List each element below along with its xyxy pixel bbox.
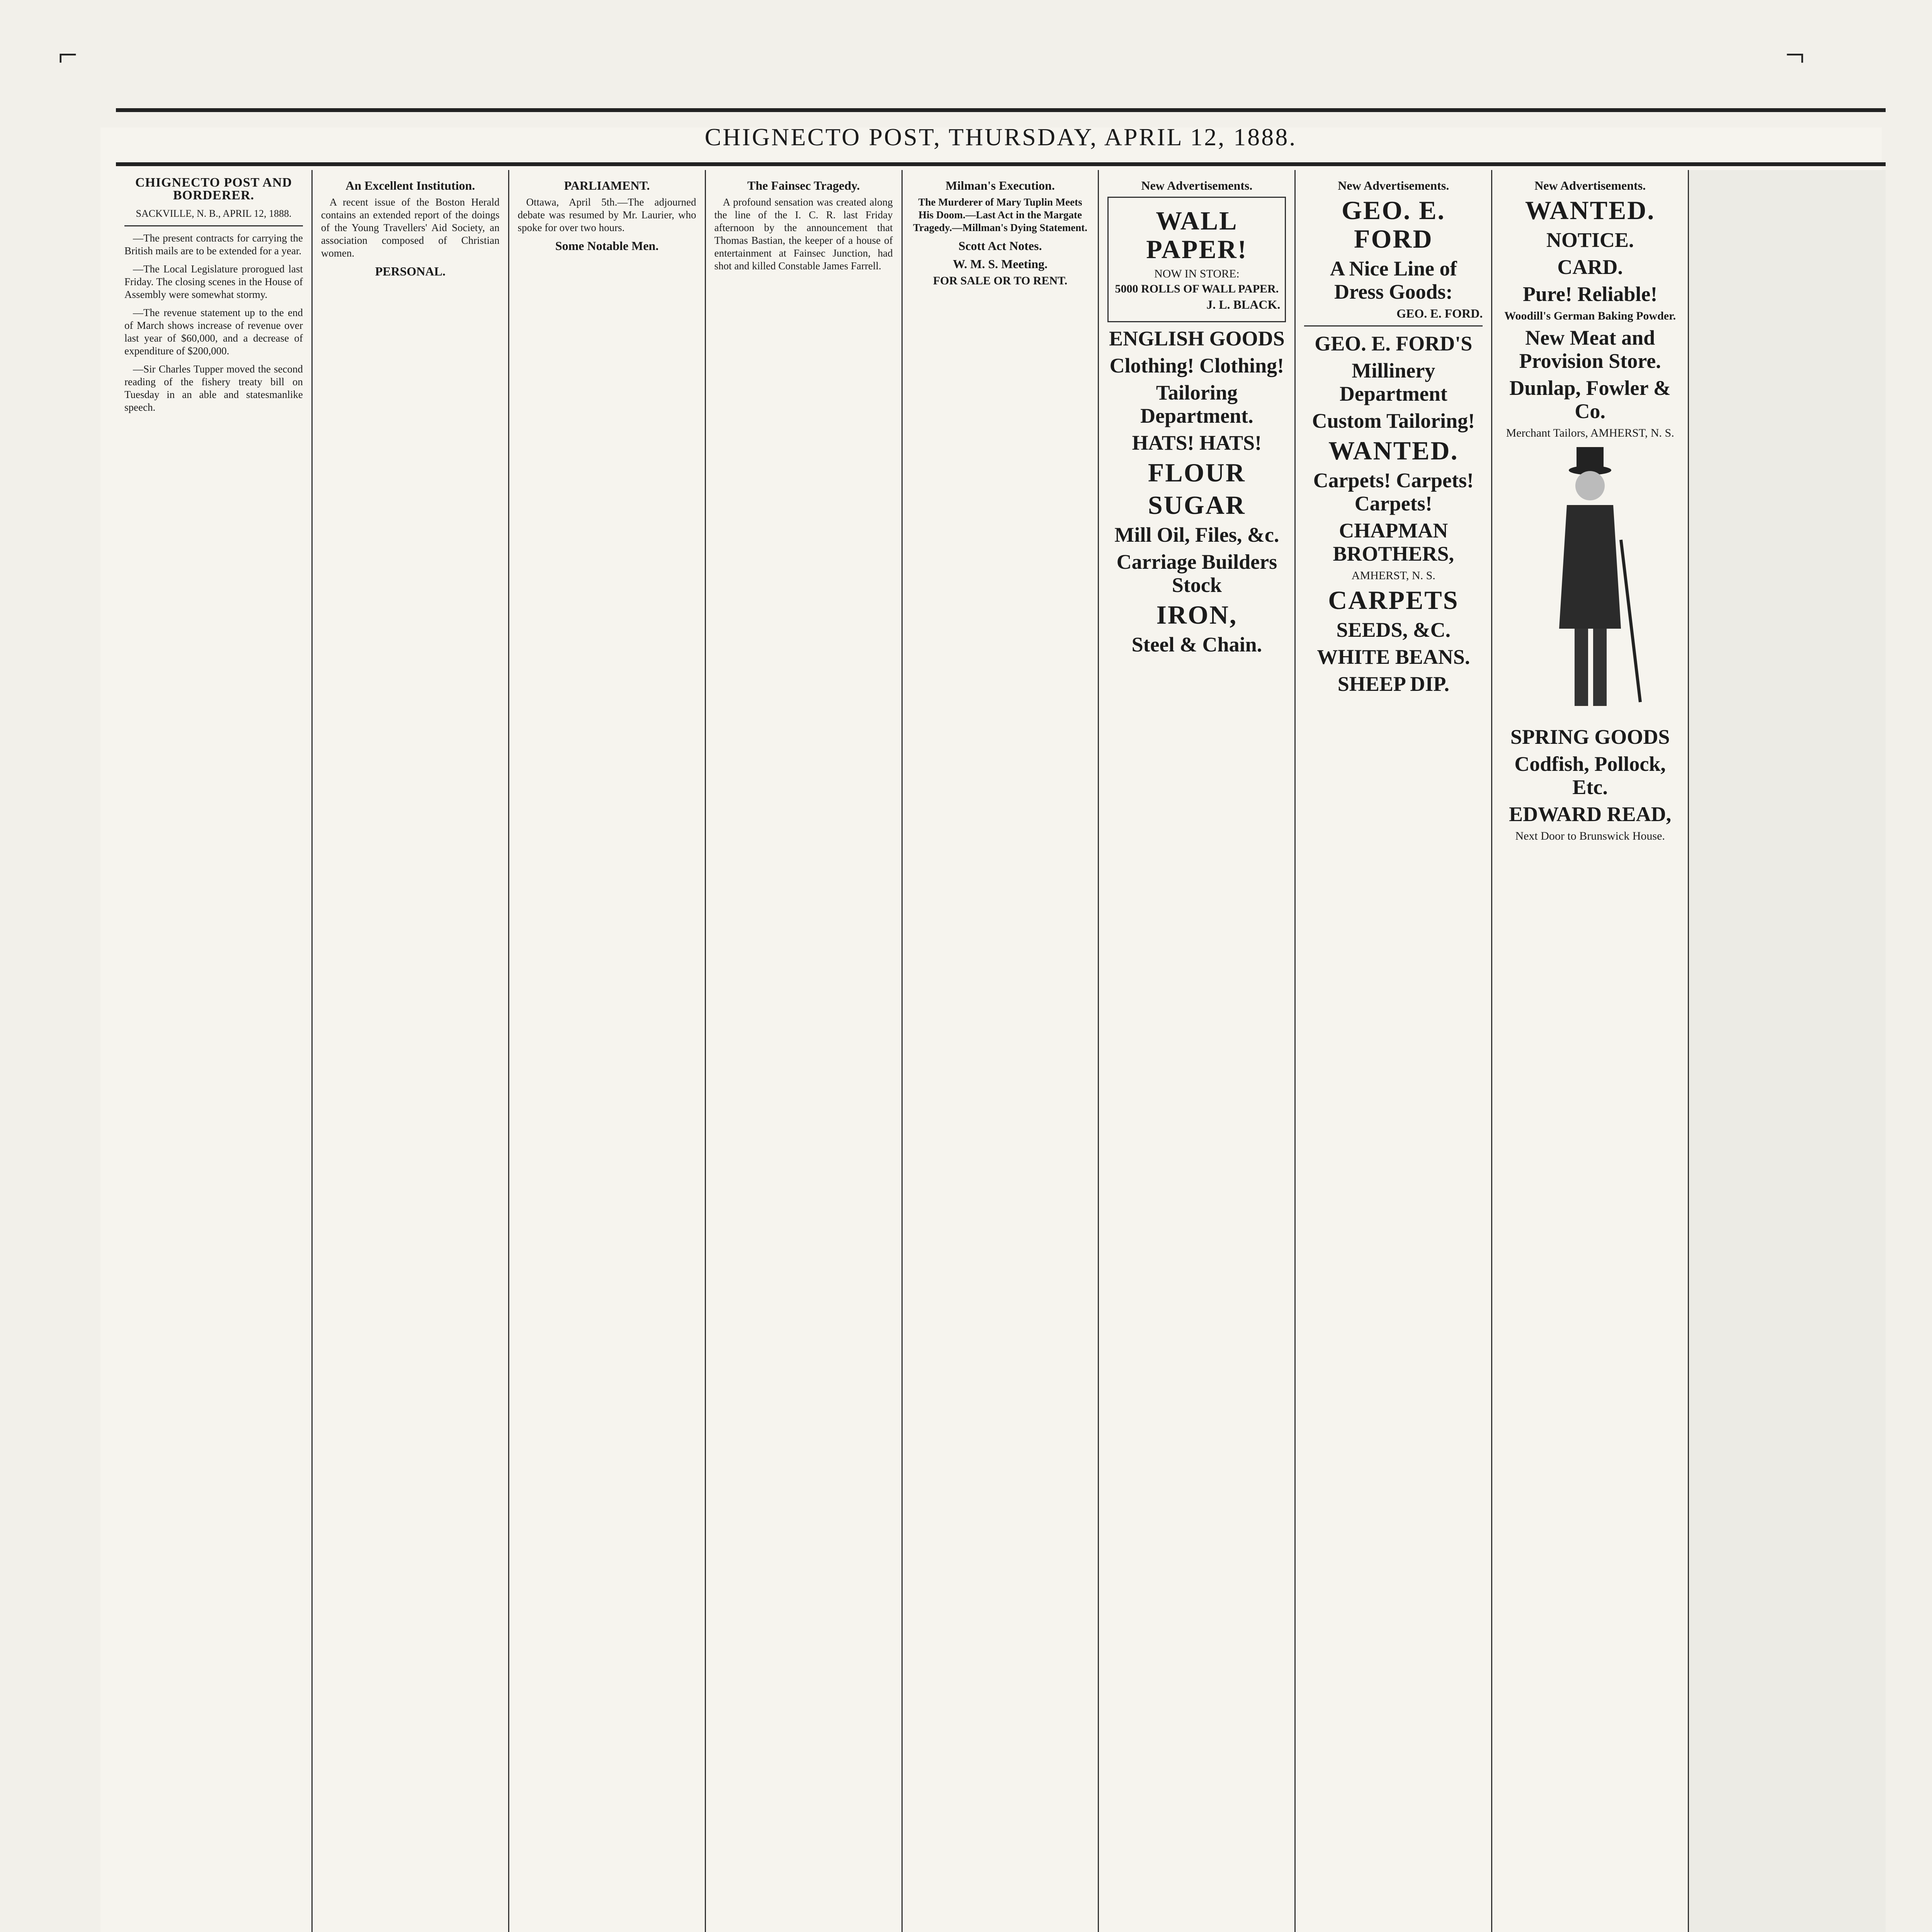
ad-card: CARD. [1557,255,1623,279]
ad-sheep-dip: SHEEP DIP. [1337,672,1449,696]
ad-wanted: WANTED. [1328,436,1459,465]
col4-heading: The Fainsec Tragedy. [747,179,860,192]
divider [1304,325,1483,327]
ad-baking-powder: Woodill's German Baking Powder. [1504,310,1676,322]
ad-meat-store: New Meat and Provision Store. [1519,326,1661,372]
ad-iron: IRON, [1156,600,1238,629]
ad-chapman-location: AMHERST, N. S. [1351,569,1435,582]
ad-edward-read: EDWARD READ, [1509,803,1672,826]
column-6 [1099,170,1296,1932]
ad-carpets-big: CARPETS [1328,585,1459,615]
ad-carriage: Carriage Builders Stock [1116,550,1277,597]
col1-dateline: SACKVILLE, N. B., APRIL 12, 1888. [136,208,292,219]
col5-subheading: The Murderer of Mary Tuplin Meets His Doom.—Last Act in the Margate Tragedy.—Millman's Dying Statement. [913,196,1087,233]
ad-steel-chain: Steel & Chain. [1131,633,1262,656]
scott-act-heading: Scott Act Notes. [958,239,1042,253]
ad-notice: NOTICE. [1546,228,1634,252]
col2-heading: An Excellent Institution. [345,179,475,192]
col3-heading: PARLIAMENT. [564,179,650,192]
ad-white-beans: WHITE BEANS. [1317,645,1470,668]
col5-heading: Milman's Execution. [946,179,1055,192]
ad-millinery: Millinery Department [1339,359,1447,405]
ad-ford-s: GEO. E. FORD'S [1315,332,1473,355]
col3-paragraph: Ottawa, April 5th.—The adjourned debate was resumed by Mr. Laurier, who spoke for over two hours. [517,196,696,233]
for-sale-heading: FOR SALE OR TO RENT. [933,274,1068,287]
ad-edward-read-sub: Next Door to Brunswick House. [1515,830,1665,842]
ad-tailoring: Tailoring Department. [1140,381,1253,427]
ad-clothing: Clothing! Clothing! [1109,354,1284,377]
masthead: CHIGNECTO POST, THURSDAY, APRIL 12, 1888. [116,108,1886,166]
ad-wall-paper [1107,197,1286,322]
col6-heading: New Advertisements. [1141,179,1253,192]
wms-meeting-heading: W. M. S. Meeting. [952,257,1048,271]
ad-signature: J. L. BLACK. [1206,298,1281,311]
col8-heading: New Advertisements. [1534,179,1646,192]
column-7 [1296,170,1492,1932]
col4-paragraph: A profound sensation was created along the line of the I. C. R. last Friday afternoon by the announcement that Thomas Bastian, the keeper of a house of entertainment at Fainsec Junction, had shot and killed Constable James Farrell. [714,196,893,272]
ad-title: WALL PAPER! [1146,206,1248,264]
column-1 [116,170,313,1932]
column-2 [313,170,509,1932]
ad-mill-oil: Mill Oil, Files, &c. [1114,523,1279,546]
column-5 [903,170,1099,1932]
notable-men-heading: Some Notable Men. [555,239,659,253]
column-9 [1689,170,1886,1932]
col2-paragraph: A recent issue of the Boston Herald contains an extended report of the doings of the Young Travellers' Aid Society, an association composed of Christian women. [321,196,500,259]
ad-custom-tailoring: Custom Tailoring! [1312,409,1475,432]
col1-paragraph: —The revenue statement up to the end of March shows increase of revenue over last year of $60,000, and a decrease of expenditure of $200,000. [124,307,303,357]
ad-geo-ford: GEO. E. FORD [1342,196,1446,253]
ad-chapman: CHAPMAN BROTHERS, [1333,519,1454,565]
ad-pure-reliable: Pure! Reliable! [1522,282,1658,306]
ad-spring-goods: SPRING GOODS [1510,725,1670,748]
ad-dunlap-sub: Merchant Tailors, AMHERST, N. S. [1506,427,1674,439]
ad-carpets: Carpets! Carpets! Carpets! [1313,469,1474,515]
divider [124,225,303,226]
corner-mark: ¬ [1785,36,1805,74]
col1-paragraph: —The Local Legislature prorogued last Friday. The closing scenes in the House of Assembly were somewhat stormy. [124,263,303,300]
col1-paragraph: —Sir Charles Tupper moved the second reading of the fishery treaty bill on Tuesday in an able and statesmanlike speech. [124,363,303,413]
ad-sugar: SUGAR [1148,490,1246,520]
ad-flour: FLOUR [1148,458,1246,487]
col7-heading: New Advertisements. [1338,179,1449,192]
col1-heading: CHIGNECTO POST AND BORDERER. [135,175,292,202]
col1-paragraph: —The present contracts for carrying the British mails are to be extended for a year. [124,232,303,257]
ad-seeds: SEEDS, &C. [1336,618,1451,641]
ad-codfish: Codfish, Pollock, Etc. [1514,752,1666,799]
ad-wanted: WANTED. [1525,196,1655,225]
ad-english-goods: ENGLISH GOODS [1109,327,1285,350]
gentleman-illustration [1501,447,1679,718]
column-8 [1492,170,1689,1932]
column-3 [509,170,706,1932]
personal-heading: PERSONAL. [375,264,446,278]
ad-hats: HATS! HATS! [1132,431,1262,454]
columns [116,170,1886,1932]
corner-mark: ⌐ [58,36,78,74]
ad-dunlap: Dunlap, Fowler & Co. [1509,376,1671,423]
column-4 [706,170,903,1932]
ad-line: 5000 ROLLS OF WALL PAPER. [1115,282,1279,295]
ad-dress-goods: A Nice Line of Dress Goods: [1330,257,1457,303]
ad-signature: GEO. E. FORD. [1396,306,1483,320]
ad-sub: NOW IN STORE: [1154,267,1240,280]
